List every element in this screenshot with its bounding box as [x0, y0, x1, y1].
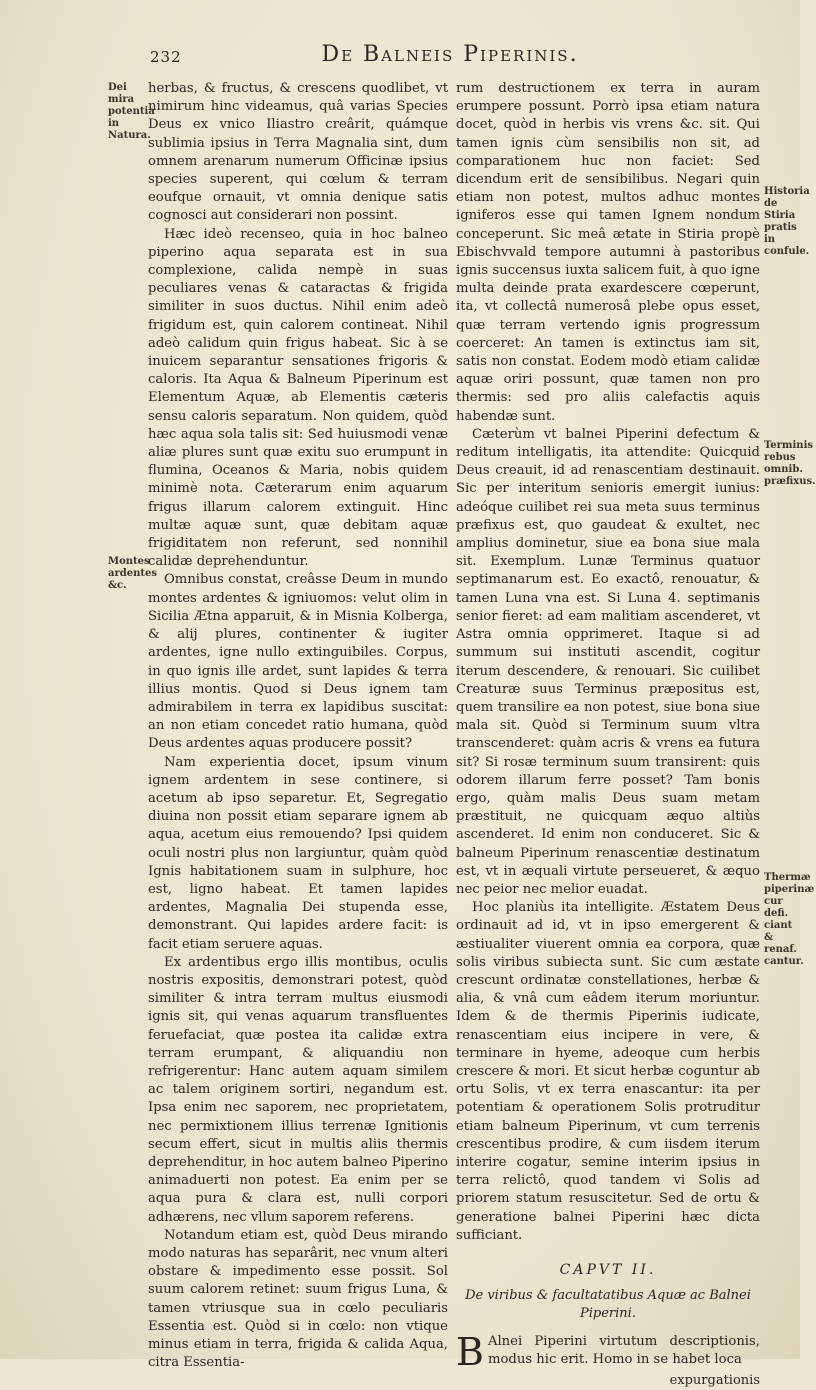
drop-cap: B — [456, 1330, 484, 1375]
paragraph: Hæc ideò recenseo, quia in hoc balneo piperino aqua separata est in sua complexione, calida nempè in suas peculiares venas & cataractas & frigida similiter in suos ductus. Nihil enim adeò frigidum est, quin calorem contineat. Nihil adeò calidum quin frigus habeat. Sic à se inuicem separantur sensationes frigoris & caloris. Ita Aqua & Balneum Piperinum est Elementum Aquæ, ab Elementis cæteris sensu caloris separatum. Non quidem, quòd hæc aqua sola talis sit: Sed huiusmodi venæ aliæ plures sunt quæ exitu suo erumpunt in flumina, Oceanos & Maria, nobis quidem minimè nota. Cæterarum enim aquarum frigus illarum calorem extinguit. Hinc multæ aquæ sunt, quæ debitam aquæ frigiditatem non referunt, sed nonnihil calidæ deprehenduntur. — [148, 226, 448, 570]
running-title: De Balneis Piperinis. — [321, 42, 579, 67]
chapter-first-text: Alnei Piperini virtutum descriptionis, modus hic erit. Homo in se habet loca — [487, 1334, 760, 1368]
margin-note-historia: Historia de Stiria pratis in confule. — [764, 186, 810, 257]
chapter-subtitle: De viribus & facultatatibus Aquæ ac Balnei Piperini. — [465, 1288, 751, 1322]
margin-note-terminus: Terminis rebus omnib. præfixus. — [764, 440, 816, 487]
paragraph: Hoc planiùs ita intelligite. Æstatem Deus ordinauit ad id, vt in ipso emergerent & æstiualiter viuerent omnia ea corpora, quæ solis viribus subiecta sunt. Sic cum æstate crescunt ordinatæ constellationes, herbæ & alia, & vnâ cum eâdem iterum moriuntur. Idem & de thermis Piperinis iudicate, renascentiam eius incipere in vere, & terminare in hyeme, adeoque cum herbis crescere & mori. Et sicut herbæ coguntur ab ortu Solis, vt ex terra enascantur: ita per potentiam & operationem Solis protruditur etiam balneum Piperinum, vt cum terrenis crescentibus prodire, & cum iisdem iterum interire cogatur, semine interim ipsius in terra relictô, quod tandem vi Solis ad priorem statum resuscitetur. Sed de ortu & generatione balnei Piperini hæc dicta sufficiant. — [456, 900, 760, 1243]
chapter-first-paragraph — [456, 1330, 760, 1375]
paragraph: Ex ardentibus ergo illis montibus, oculis nostris expositis, demonstrari potest, quòd similiter & intra terram multus eiusmodi ignis sit, qui venas aquarum transfluentes feruefaciat, quæ postea ita calidæ extra terram erumpant, & aliquandiu non refrigerentur: Hanc autem aquam similem ac talem originem sortiri, negandum est. Ipsa enim nec saporem, nec proprietatem, nec permixtionem illius terrenæ Ignitionis secum effert, sicut in multis aliis thermis deprehenditur, in hoc autem balneo Piperino animaduerti non potest. Ea enim per se aqua pura & clara est, nulli corpori adhærens, nec vllum saporem referens. — [148, 954, 448, 1225]
chapter-heading: CAPVT II. — [559, 1262, 657, 1278]
margin-note-dei-potentia: Dei mira potentia in Natura. — [108, 82, 155, 141]
catchword: expurgationis — [669, 1372, 760, 1388]
paragraph: Omnibus constat, creâsse Deum in mundo montes ardentes & igniuomos: velut olim in Sicilia Ætna apparuit, & in Misnia Kolberga, & alij plures, continenter & iugiter ardentes, igne nullo extinguibiles. Corpus, in quo ignis ille ardet, sunt lapides & terra illius montis. Quod si Deus ignem tam admirabilem in terra ex lapidibus suscitat: an non etiam concedet ratio humana, quòd Deus ardentes aquas producere possit? — [148, 572, 448, 752]
paragraph: herbas, & fructus, & crescens quodlibet, vt nimirum hinc videamus, quâ varias Species Deus ex vnico Iliastro creârit, quámque sublimia ipsius in Terra Magnalia sint, dum omnem arenarum numerum Officinæ ipsius species superent, qui cœlum & terram eoufque ornauit, vt omnia denique satis cognosci aut considerari non possint. — [148, 81, 448, 224]
page-number: 232 — [150, 48, 182, 66]
paragraph: Nam experientia docet, ipsum vinum ignem ardentem in sese continere, si acetum ab ipso separetur. Et, Segregatio diuina non possit etiam separare ignem ab aqua, acetum eius remouendo? Ipsi quidem oculi nostri plus non largiuntur, quàm quòd Ignis habitationem suam in sulphure, hoc est, ligno habeat. Et tamen lapides ardentes, Magnalia Dei stupenda esse, demonstrant. Qui lapides ardere facit: is facit etiam seruere aquas. — [148, 754, 448, 952]
page-header — [150, 42, 750, 76]
paragraph: Cæterùm vt balnei Piperini defectum & reditum intelligatis, ita attendite: Quicquid Deus creauit, id ad renascentiam destinauit. Sic per interitum senioris emergit iunius: adeóque cuilibet rei sua meta suus terminus præfixus est, quo gaudeat & exultet, nec amplius dominetur, siue ea bona siue mala sit. Exemplum. Lunæ Terminus quatuor septimanarum est. Eo exactô, renouatur, & tamen Luna vna est. Si Luna 4. septimanis senior fieret: ad eam malitiam ascenderet, vt Astra omnia opprimeret. Itaque si ad summum sui instituti ascendit, cogitur iterum descendere, & renouari. Sic cuilibet Creaturæ suus Terminus præpositus est, quem transilire ea non potest, siue bona siue mala sit. Quòd si Terminum suum vltra transcenderet: quàm acris & vrens ea futura sit? Si rosæ terminum suum transirent: quis odorem illarum ferre posset? Tam bonis ergo, quàm malis Deus suam metam præstituit, ne quicquam æquo altiùs ascenderet. Id enim non conduceret. Sic & balneum Piperinum renascentiæ destinatum est, vt in æquali virtute perseueret, & æquo nec peior nec melior euadat. — [456, 426, 760, 897]
paragraph: rum destructionem ex terra in auram erumpere possunt. Porrò ipsa etiam natura docet, quòd in herbis vis vrens &c. sit. Qui tamen ignis cùm sensibilis non sit, ad comparationem huc non faciet: Sed dicendum erit de sensibilibus. Negari quin etiam non potest, multos adhuc montes igniferos esse qui tamen Ignem nondum conceperunt. Sic meâ ætate in Stiria propè Ebischvvald tempore autumni à pastoribus ignis succensus iuxta salicem fuit, à quo igne multa deinde prata exardescere cœperunt, ita, vt collectâ numerosâ plebe opus esset, quæ terram vertendo ignis progressum coerceret: An tamen is extinctus iam sit, satis non constat. Eodem modò etiam calidæ aquæ oriri possunt, quæ tamen non pro thermis: sed pro aliis calefactis aquis habendæ sunt. — [456, 81, 760, 424]
margin-note-montes-ardentes: Montes ardentes &c. — [108, 556, 157, 591]
paragraph: Notandum etiam est, quòd Deus mirando modo naturas has separârit, nec vnum alteri obstare & impedimento esse possit. Sol suum calorem retinet: suum frigus Luna, & tamen vtriusque sua in cœlo peculiaris Essentia est. Quòd si in cœlo: non vtique minus etiam in terra, frigida & calida Aqua, citra Essentia- — [148, 1227, 448, 1371]
margin-note-thermae: Thermæ piperinæ cur defi. ciant & renaf. cantur. — [764, 872, 815, 967]
right-column — [456, 80, 760, 1390]
left-column — [148, 80, 448, 1372]
